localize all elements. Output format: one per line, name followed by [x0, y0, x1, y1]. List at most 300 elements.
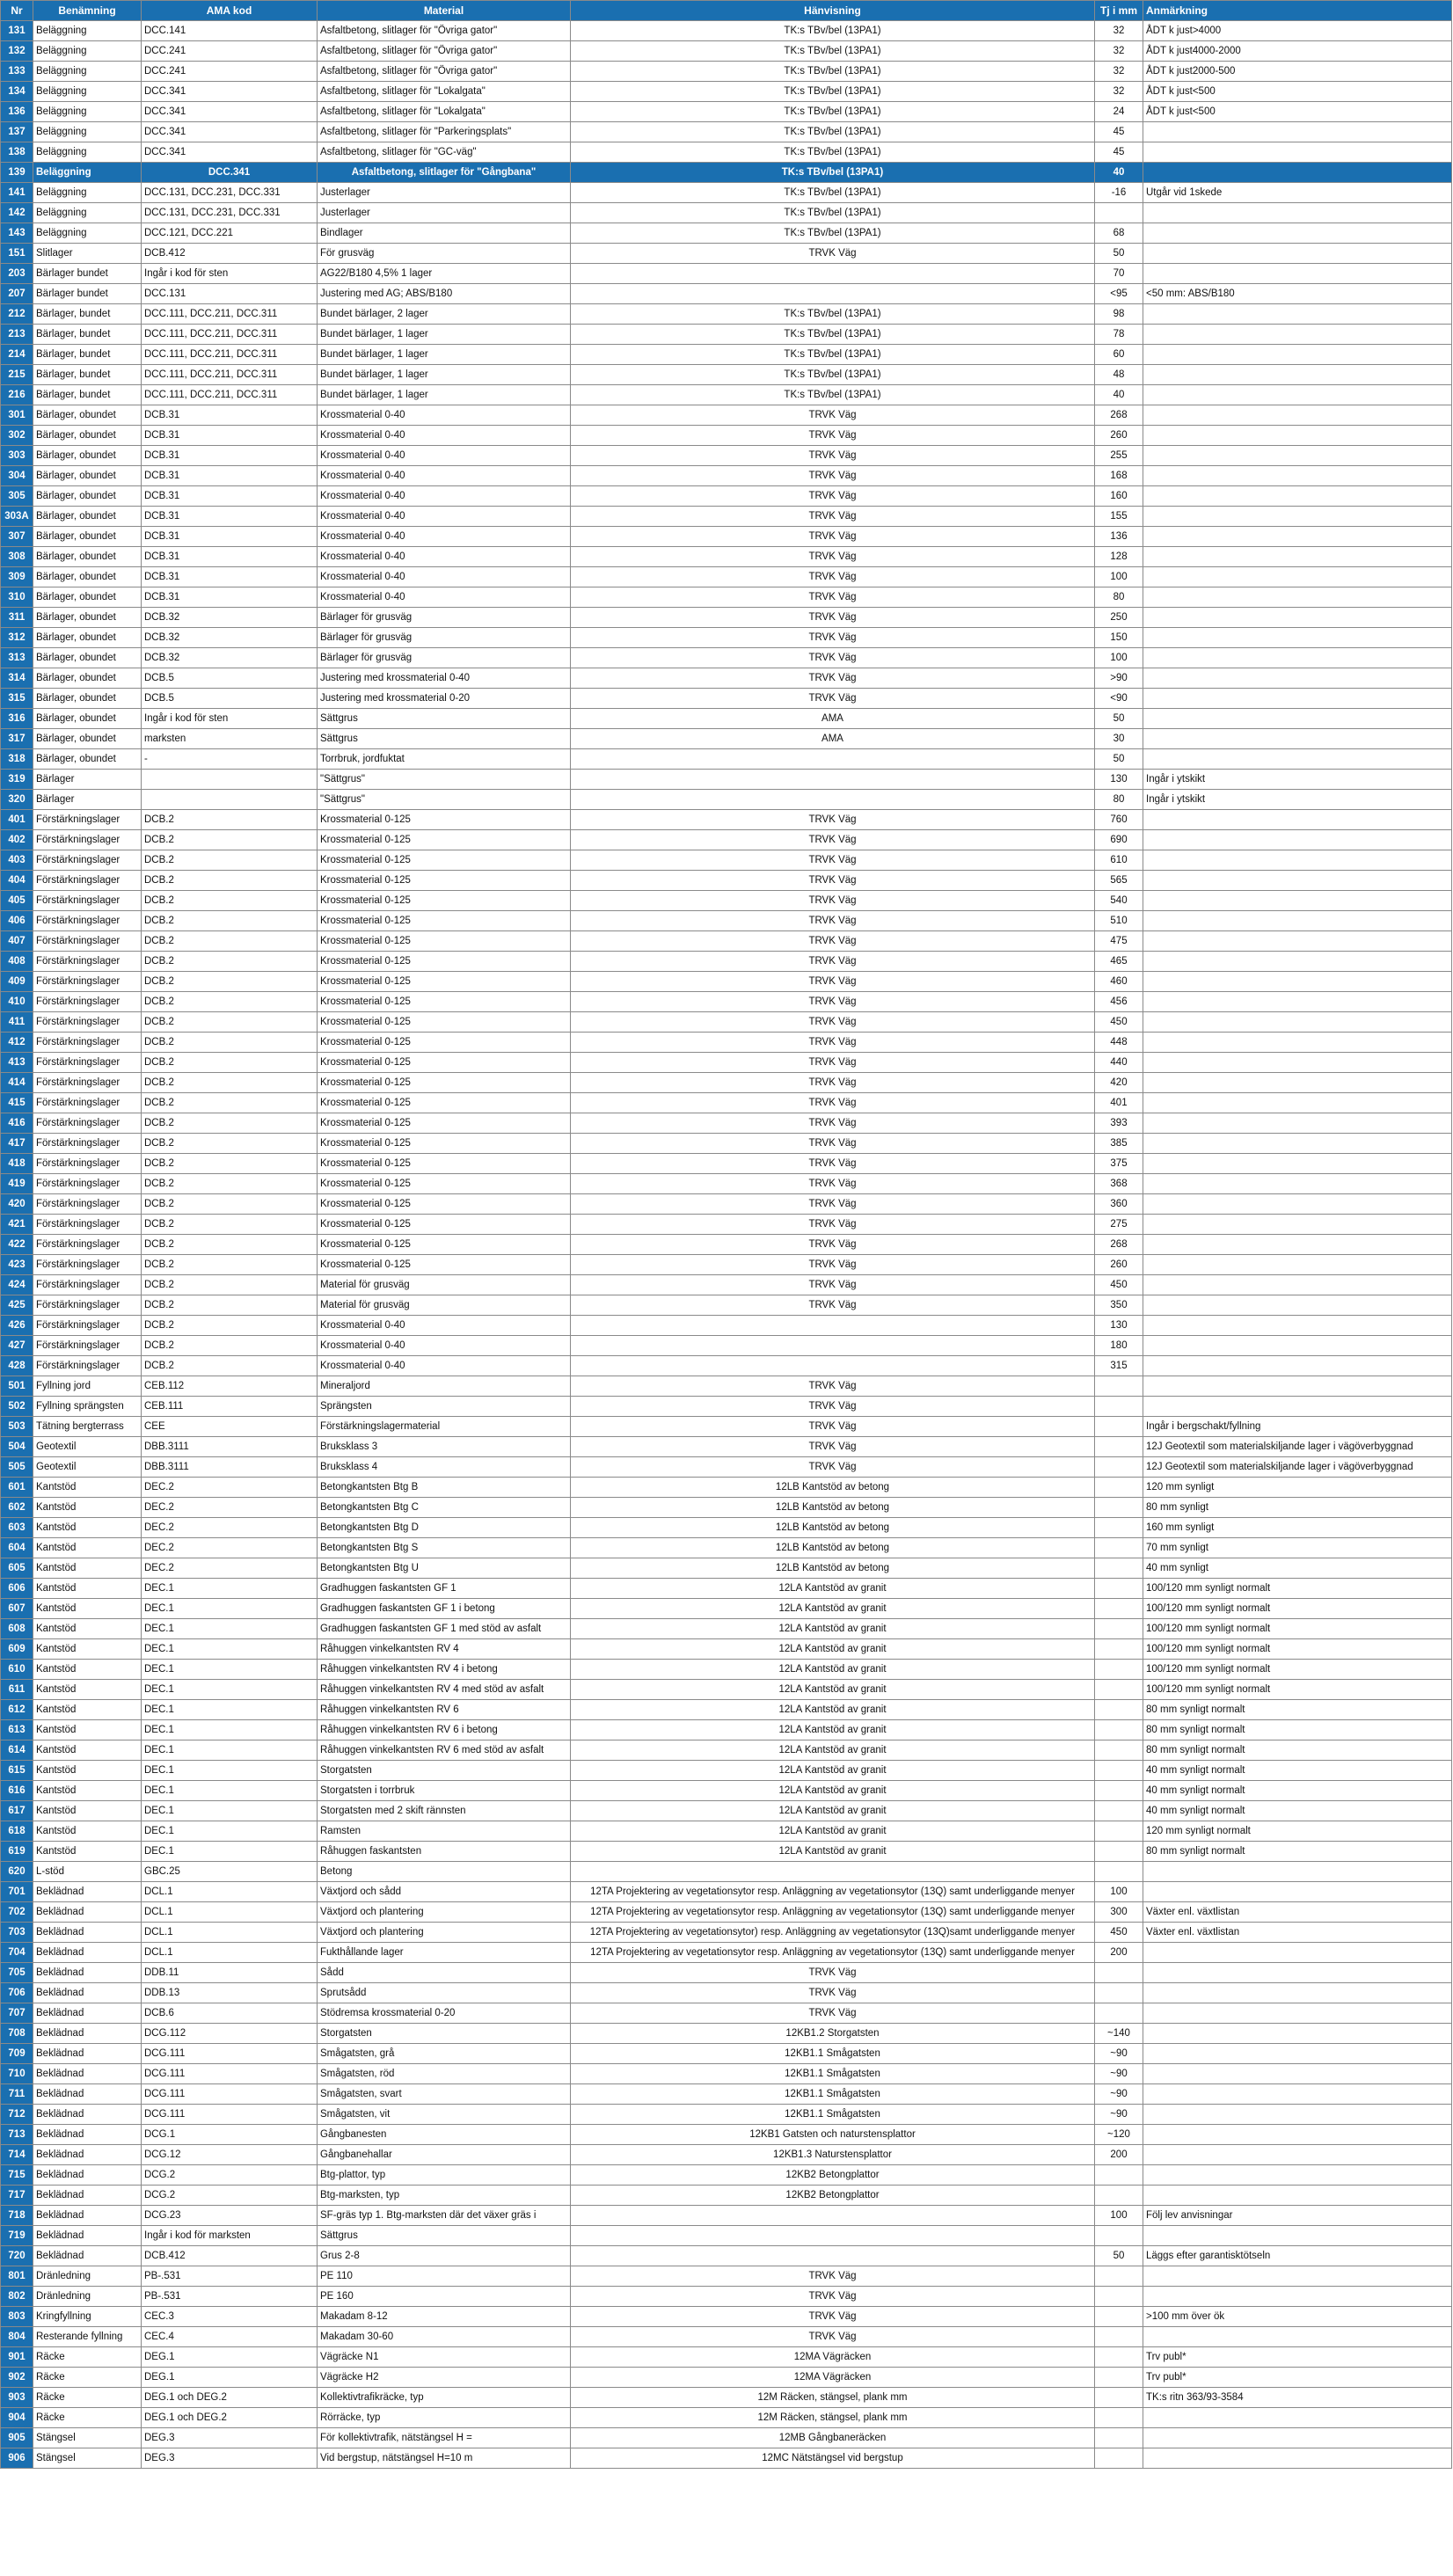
cell-material: Krossmaterial 0-125 [318, 810, 571, 830]
cell-nr: 303 [1, 446, 33, 466]
cell-tjocklek: 268 [1095, 405, 1143, 426]
table-row [1, 446, 1452, 466]
cell-anmarkning [1143, 2408, 1452, 2428]
cell-nr: 137 [1, 122, 33, 142]
cell-ama-kod: GBC.25 [142, 1862, 318, 1882]
cell-benamning: Förstärkningslager [33, 972, 142, 992]
cell-hanvisning: TRVK Väg [571, 1295, 1095, 1316]
cell-benamning: Förstärkningslager [33, 1275, 142, 1295]
cell-hanvisning [571, 284, 1095, 304]
cell-material: Asfaltbetong, slitlager för "Gångbana" [318, 163, 571, 183]
table-row [1, 244, 1452, 264]
cell-hanvisning: 12MA Vägräcken [571, 2368, 1095, 2388]
cell-benamning: Beklädnad [33, 1983, 142, 2003]
header-tjocklek: Tj i mm [1095, 1, 1143, 21]
cell-ama-kod: DCG.1 [142, 2125, 318, 2145]
cell-anmarkning [1143, 163, 1452, 183]
cell-nr: 213 [1, 325, 33, 345]
cell-material: Bundet bärlager, 2 lager [318, 304, 571, 325]
cell-benamning: Förstärkningslager [33, 1356, 142, 1376]
cell-ama-kod: DEC.1 [142, 1781, 318, 1801]
cell-ama-kod: DEC.1 [142, 1680, 318, 1700]
cell-ama-kod: DCB.31 [142, 527, 318, 547]
cell-ama-kod: DCB.5 [142, 689, 318, 709]
table-row [1, 749, 1452, 770]
cell-benamning: Kantstöd [33, 1700, 142, 1720]
cell-hanvisning: TK:s TBv/bel (13PA1) [571, 62, 1095, 82]
cell-tjocklek: 260 [1095, 1255, 1143, 1275]
cell-anmarkning: Trv publ* [1143, 2347, 1452, 2368]
cell-anmarkning: 80 mm synligt normalt [1143, 1842, 1452, 1862]
cell-anmarkning [1143, 1033, 1452, 1053]
cell-ama-kod: DCB.31 [142, 446, 318, 466]
cell-nr: 305 [1, 486, 33, 507]
cell-tjocklek: 460 [1095, 972, 1143, 992]
cell-tjocklek: 50 [1095, 244, 1143, 264]
cell-tjocklek: 40 [1095, 385, 1143, 405]
cell-anmarkning: Läggs efter garantisktötseln [1143, 2246, 1452, 2266]
cell-nr: 309 [1, 567, 33, 587]
cell-material: Storgatsten [318, 1761, 571, 1781]
cell-nr: 419 [1, 1174, 33, 1194]
cell-material: Krossmaterial 0-40 [318, 507, 571, 527]
cell-hanvisning: TRVK Väg [571, 1194, 1095, 1215]
cell-material: Sättgrus [318, 729, 571, 749]
cell-hanvisning [571, 790, 1095, 810]
cell-tjocklek: 60 [1095, 345, 1143, 365]
cell-benamning: Resterande fyllning [33, 2327, 142, 2347]
cell-material: Bruksklass 3 [318, 1437, 571, 1457]
cell-anmarkning [1143, 1275, 1452, 1295]
cell-nr: 614 [1, 1740, 33, 1761]
table-row [1, 1478, 1452, 1498]
cell-nr: 703 [1, 1923, 33, 1943]
cell-tjocklek: 68 [1095, 223, 1143, 244]
cell-tjocklek [1095, 2388, 1143, 2408]
cell-hanvisning: 12LB Kantstöd av betong [571, 1478, 1095, 1498]
cell-hanvisning: 12LB Kantstöd av betong [571, 1558, 1095, 1579]
cell-tjocklek: 760 [1095, 810, 1143, 830]
cell-hanvisning: TK:s TBv/bel (13PA1) [571, 102, 1095, 122]
cell-benamning: Förstärkningslager [33, 1316, 142, 1336]
cell-anmarkning [1143, 2064, 1452, 2084]
cell-nr: 612 [1, 1700, 33, 1720]
cell-anmarkning: Ingår i ytskikt [1143, 770, 1452, 790]
table-row [1, 2024, 1452, 2044]
cell-ama-kod: DBB.3111 [142, 1457, 318, 1478]
cell-nr: 151 [1, 244, 33, 264]
table-row [1, 1700, 1452, 1720]
cell-material: Ramsten [318, 1821, 571, 1842]
cell-benamning: Förstärkningslager [33, 1255, 142, 1275]
cell-hanvisning: 12M Räcken, stängsel, plank mm [571, 2408, 1095, 2428]
cell-nr: 307 [1, 527, 33, 547]
cell-anmarkning: 40 mm synligt normalt [1143, 1781, 1452, 1801]
cell-material: Växtjord och plantering [318, 1923, 571, 1943]
cell-benamning: Kantstöd [33, 1478, 142, 1498]
cell-anmarkning [1143, 2287, 1452, 2307]
cell-nr: 416 [1, 1113, 33, 1134]
cell-anmarkning [1143, 749, 1452, 770]
cell-material: Sprutsådd [318, 1983, 571, 2003]
cell-material: Bärlager för grusväg [318, 608, 571, 628]
cell-hanvisning: TK:s TBv/bel (13PA1) [571, 223, 1095, 244]
cell-ama-kod: DCB.31 [142, 405, 318, 426]
cell-hanvisning [571, 749, 1095, 770]
cell-anmarkning: <50 mm: ABS/B180 [1143, 284, 1452, 304]
cell-tjocklek: 80 [1095, 790, 1143, 810]
cell-hanvisning: TRVK Väg [571, 1457, 1095, 1478]
cell-hanvisning: AMA [571, 709, 1095, 729]
cell-hanvisning: TK:s TBv/bel (13PA1) [571, 21, 1095, 41]
cell-benamning: Beläggning [33, 41, 142, 62]
cell-tjocklek: 150 [1095, 628, 1143, 648]
cell-hanvisning [571, 1862, 1095, 1882]
table-row [1, 2428, 1452, 2448]
table-row [1, 608, 1452, 628]
table-row [1, 2226, 1452, 2246]
table-row [1, 1316, 1452, 1336]
cell-benamning: Kantstöd [33, 1660, 142, 1680]
cell-material: Råhuggen vinkelkantsten RV 4 med stöd av asfalt [318, 1680, 571, 1700]
cell-ama-kod: DCB.2 [142, 810, 318, 830]
cell-hanvisning: TRVK Väg [571, 486, 1095, 507]
cell-tjocklek: 50 [1095, 2246, 1143, 2266]
cell-tjocklek [1095, 2165, 1143, 2186]
cell-anmarkning: ÅDT k just4000-2000 [1143, 41, 1452, 62]
cell-benamning: Kantstöd [33, 1579, 142, 1599]
table-row [1, 648, 1452, 668]
table-row [1, 345, 1452, 365]
cell-tjocklek: 510 [1095, 911, 1143, 931]
cell-hanvisning: TRVK Väg [571, 2003, 1095, 2024]
cell-hanvisning [571, 1356, 1095, 1376]
cell-ama-kod: DCC.241 [142, 41, 318, 62]
cell-hanvisning: 12MA Vägräcken [571, 2347, 1095, 2368]
cell-tjocklek: 130 [1095, 770, 1143, 790]
cell-material: Krossmaterial 0-40 [318, 587, 571, 608]
cell-ama-kod: DCB.31 [142, 567, 318, 587]
cell-anmarkning: 80 mm synligt normalt [1143, 1720, 1452, 1740]
cell-material: Krossmaterial 0-40 [318, 547, 571, 567]
cell-hanvisning: 12LA Kantstöd av granit [571, 1700, 1095, 1720]
cell-material: Asfaltbetong, slitlager för "Parkeringsplats" [318, 122, 571, 142]
cell-anmarkning: 160 mm synligt [1143, 1518, 1452, 1538]
cell-tjocklek [1095, 1417, 1143, 1437]
cell-hanvisning: TK:s TBv/bel (13PA1) [571, 203, 1095, 223]
cell-tjocklek: -16 [1095, 183, 1143, 203]
cell-nr: 608 [1, 1619, 33, 1639]
table-row [1, 1720, 1452, 1740]
cell-benamning: Beläggning [33, 142, 142, 163]
cell-tjocklek: 250 [1095, 608, 1143, 628]
cell-tjocklek [1095, 1821, 1143, 1842]
cell-hanvisning: 12LB Kantstöd av betong [571, 1538, 1095, 1558]
cell-tjocklek: 440 [1095, 1053, 1143, 1073]
table-row [1, 972, 1452, 992]
cell-tjocklek: 100 [1095, 2206, 1143, 2226]
cell-material: Krossmaterial 0-40 [318, 446, 571, 466]
cell-anmarkning [1143, 931, 1452, 952]
table-row [1, 2145, 1452, 2165]
table-row [1, 1680, 1452, 1700]
cell-anmarkning: Trv publ* [1143, 2368, 1452, 2388]
cell-nr: 711 [1, 2084, 33, 2105]
cell-benamning: Bärlager, bundet [33, 304, 142, 325]
cell-anmarkning [1143, 2145, 1452, 2165]
cell-ama-kod: DCB.31 [142, 587, 318, 608]
cell-tjocklek [1095, 1660, 1143, 1680]
cell-anmarkning: TK:s ritn 363/93-3584 [1143, 2388, 1452, 2408]
cell-tjocklek [1095, 2226, 1143, 2246]
cell-tjocklek: 32 [1095, 21, 1143, 41]
cell-hanvisning [571, 1316, 1095, 1336]
cell-benamning: Kantstöd [33, 1842, 142, 1862]
cell-material: Gradhuggen faskantsten GF 1 med stöd av asfalt [318, 1619, 571, 1639]
cell-hanvisning [571, 1336, 1095, 1356]
cell-hanvisning: 12LA Kantstöd av granit [571, 1619, 1095, 1639]
cell-benamning: Beklädnad [33, 2084, 142, 2105]
table-row [1, 1619, 1452, 1639]
cell-tjocklek: 136 [1095, 527, 1143, 547]
cell-anmarkning [1143, 689, 1452, 709]
cell-ama-kod: marksten [142, 729, 318, 749]
cell-hanvisning: 12LB Kantstöd av betong [571, 1518, 1095, 1538]
cell-hanvisning: 12LB Kantstöd av betong [571, 1498, 1095, 1518]
cell-ama-kod: CEC.3 [142, 2307, 318, 2327]
cell-material: Betongkantsten Btg C [318, 1498, 571, 1518]
cell-benamning: Beläggning [33, 163, 142, 183]
cell-ama-kod: DCG.2 [142, 2186, 318, 2206]
cell-nr: 138 [1, 142, 33, 163]
cell-anmarkning: Växter enl. växtlistan [1143, 1923, 1452, 1943]
cell-tjocklek [1095, 2408, 1143, 2428]
cell-ama-kod: DEC.1 [142, 1720, 318, 1740]
cell-hanvisning: 12KB1.2 Storgatsten [571, 2024, 1095, 2044]
cell-hanvisning: 12KB2 Betongplattor [571, 2165, 1095, 2186]
cell-nr: 501 [1, 1376, 33, 1397]
cell-tjocklek [1095, 2266, 1143, 2287]
cell-tjocklek [1095, 2347, 1143, 2368]
table-row [1, 163, 1452, 183]
cell-nr: 203 [1, 264, 33, 284]
cell-benamning: Beläggning [33, 102, 142, 122]
table-row [1, 284, 1452, 304]
cell-benamning: Förstärkningslager [33, 992, 142, 1012]
cell-nr: 616 [1, 1781, 33, 1801]
table-row [1, 1761, 1452, 1781]
cell-hanvisning: TRVK Väg [571, 1073, 1095, 1093]
cell-ama-kod: DCC.141 [142, 21, 318, 41]
table-row [1, 325, 1452, 345]
cell-ama-kod: DCB.2 [142, 1356, 318, 1376]
cell-material: Krossmaterial 0-125 [318, 1033, 571, 1053]
cell-tjocklek: 393 [1095, 1113, 1143, 1134]
cell-benamning: Beklädnad [33, 2105, 142, 2125]
cell-benamning: Bärlager [33, 790, 142, 810]
table-row [1, 1660, 1452, 1680]
cell-anmarkning: 12J Geotextil som materialskiljande lager i vägöverbyggnad [1143, 1437, 1452, 1457]
table-row [1, 527, 1452, 547]
table-row [1, 1781, 1452, 1801]
cell-anmarkning [1143, 709, 1452, 729]
cell-anmarkning [1143, 891, 1452, 911]
cell-material: Sådd [318, 1963, 571, 1983]
cell-material: Krossmaterial 0-40 [318, 466, 571, 486]
cell-material: Gångbanehallar [318, 2145, 571, 2165]
cell-anmarkning [1143, 1943, 1452, 1963]
cell-anmarkning: 70 mm synligt [1143, 1538, 1452, 1558]
cell-benamning: Beklädnad [33, 1882, 142, 1902]
cell-ama-kod: DEC.1 [142, 1599, 318, 1619]
cell-tjocklek: 300 [1095, 1902, 1143, 1923]
cell-hanvisning: TRVK Väg [571, 527, 1095, 547]
cell-material: Grus 2-8 [318, 2246, 571, 2266]
cell-material: Krossmaterial 0-125 [318, 1012, 571, 1033]
cell-nr: 136 [1, 102, 33, 122]
cell-nr: 708 [1, 2024, 33, 2044]
cell-tjocklek: 401 [1095, 1093, 1143, 1113]
cell-nr: 420 [1, 1194, 33, 1215]
cell-hanvisning: 12KB1.1 Smågatsten [571, 2105, 1095, 2125]
cell-material: Bundet bärlager, 1 lager [318, 325, 571, 345]
cell-tjocklek: 450 [1095, 1012, 1143, 1033]
cell-hanvisning: 12KB1 Gatsten och naturstensplattor [571, 2125, 1095, 2145]
cell-ama-kod: DCC.111, DCC.211, DCC.311 [142, 385, 318, 405]
cell-hanvisning: TRVK Väg [571, 972, 1095, 992]
cell-benamning: Kantstöd [33, 1518, 142, 1538]
cell-tjocklek [1095, 1397, 1143, 1417]
table-row [1, 1295, 1452, 1316]
table-row [1, 871, 1452, 891]
cell-material: Krossmaterial 0-125 [318, 1093, 571, 1113]
header-row [1, 1, 1452, 21]
table-row [1, 122, 1452, 142]
cell-anmarkning [1143, 203, 1452, 223]
cell-material: Krossmaterial 0-125 [318, 850, 571, 871]
cell-ama-kod: DCB.2 [142, 850, 318, 871]
cell-ama-kod: DEC.1 [142, 1579, 318, 1599]
cell-anmarkning: Följ lev anvisningar [1143, 2206, 1452, 2226]
cell-nr: 143 [1, 223, 33, 244]
cell-material: Krossmaterial 0-125 [318, 871, 571, 891]
cell-nr: 404 [1, 871, 33, 891]
cell-benamning: Beläggning [33, 203, 142, 223]
cell-hanvisning: TK:s TBv/bel (13PA1) [571, 183, 1095, 203]
cell-material: Råhuggen vinkelkantsten RV 6 i betong [318, 1720, 571, 1740]
cell-ama-kod: DCG.111 [142, 2044, 318, 2064]
cell-ama-kod: DEG.3 [142, 2448, 318, 2469]
cell-tjocklek [1095, 2448, 1143, 2469]
cell-hanvisning: 12TA Projektering av vegetationsytor) resp. Anläggning av vegetationsytor (13Q)samt underliggande menyer [571, 1923, 1095, 1943]
cell-hanvisning: TRVK Väg [571, 1437, 1095, 1457]
table-row [1, 1821, 1452, 1842]
cell-material: Material för grusväg [318, 1295, 571, 1316]
cell-ama-kod: DCB.2 [142, 972, 318, 992]
cell-tjocklek [1095, 1740, 1143, 1761]
cell-ama-kod: DCG.112 [142, 2024, 318, 2044]
cell-material: Storgatsten [318, 2024, 571, 2044]
table-row [1, 2307, 1452, 2327]
cell-benamning: Förstärkningslager [33, 1053, 142, 1073]
cell-benamning: Beklädnad [33, 1902, 142, 1923]
cell-tjocklek [1095, 1801, 1143, 1821]
cell-tjocklek [1095, 1599, 1143, 1619]
cell-tjocklek [1095, 2003, 1143, 2024]
cell-hanvisning: TRVK Väg [571, 608, 1095, 628]
cell-benamning: Förstärkningslager [33, 1215, 142, 1235]
cell-nr: 718 [1, 2206, 33, 2226]
cell-benamning: Beklädnad [33, 2064, 142, 2084]
cell-material: Krossmaterial 0-40 [318, 426, 571, 446]
cell-nr: 712 [1, 2105, 33, 2125]
cell-ama-kod: DCB.2 [142, 871, 318, 891]
table-row [1, 1862, 1452, 1882]
cell-anmarkning [1143, 587, 1452, 608]
cell-tjocklek: 100 [1095, 648, 1143, 668]
cell-anmarkning: 120 mm synligt [1143, 1478, 1452, 1498]
cell-nr: 607 [1, 1599, 33, 1619]
table-row [1, 2327, 1452, 2347]
cell-benamning: Kantstöd [33, 1781, 142, 1801]
cell-nr: 412 [1, 1033, 33, 1053]
cell-anmarkning [1143, 1376, 1452, 1397]
cell-tjocklek [1095, 1558, 1143, 1579]
cell-ama-kod: DCB.2 [142, 830, 318, 850]
cell-anmarkning [1143, 547, 1452, 567]
cell-benamning: Förstärkningslager [33, 830, 142, 850]
table-row [1, 1498, 1452, 1518]
cell-material: Råhuggen vinkelkantsten RV 6 med stöd av asfalt [318, 1740, 571, 1761]
table-row [1, 1093, 1452, 1113]
cell-hanvisning: 12LA Kantstöd av granit [571, 1781, 1095, 1801]
cell-tjocklek [1095, 1639, 1143, 1660]
cell-nr: 308 [1, 547, 33, 567]
cell-anmarkning [1143, 2125, 1452, 2145]
cell-tjocklek: 32 [1095, 41, 1143, 62]
cell-anmarkning [1143, 2003, 1452, 2024]
cell-ama-kod: DEC.2 [142, 1518, 318, 1538]
cell-material: Storgatsten i torrbruk [318, 1781, 571, 1801]
cell-hanvisning: 12KB2 Betongplattor [571, 2186, 1095, 2206]
cell-material: Material för grusväg [318, 1275, 571, 1295]
cell-hanvisning [571, 2226, 1095, 2246]
cell-ama-kod: DCL.1 [142, 1902, 318, 1923]
table-row [1, 1073, 1452, 1093]
cell-material: Bruksklass 4 [318, 1457, 571, 1478]
cell-nr: 313 [1, 648, 33, 668]
cell-anmarkning: 100/120 mm synligt normalt [1143, 1680, 1452, 1700]
table-row [1, 689, 1452, 709]
table-row [1, 1012, 1452, 1033]
cell-hanvisning: TRVK Väg [571, 466, 1095, 486]
cell-nr: 317 [1, 729, 33, 749]
cell-benamning: Dränledning [33, 2287, 142, 2307]
table-row [1, 2186, 1452, 2206]
cell-hanvisning: TRVK Väg [571, 507, 1095, 527]
cell-tjocklek: 70 [1095, 264, 1143, 284]
cell-benamning: Bärlager, obundet [33, 668, 142, 689]
table-row [1, 770, 1452, 790]
cell-ama-kod: DCB.2 [142, 1012, 318, 1033]
cell-nr: 421 [1, 1215, 33, 1235]
cell-nr: 310 [1, 587, 33, 608]
cell-material: Vägräcke H2 [318, 2368, 571, 2388]
cell-benamning: Räcke [33, 2347, 142, 2368]
cell-nr: 214 [1, 345, 33, 365]
cell-anmarkning: 12J Geotextil som materialskiljande lager i vägöverbyggnad [1143, 1457, 1452, 1478]
cell-material: Sättgrus [318, 709, 571, 729]
